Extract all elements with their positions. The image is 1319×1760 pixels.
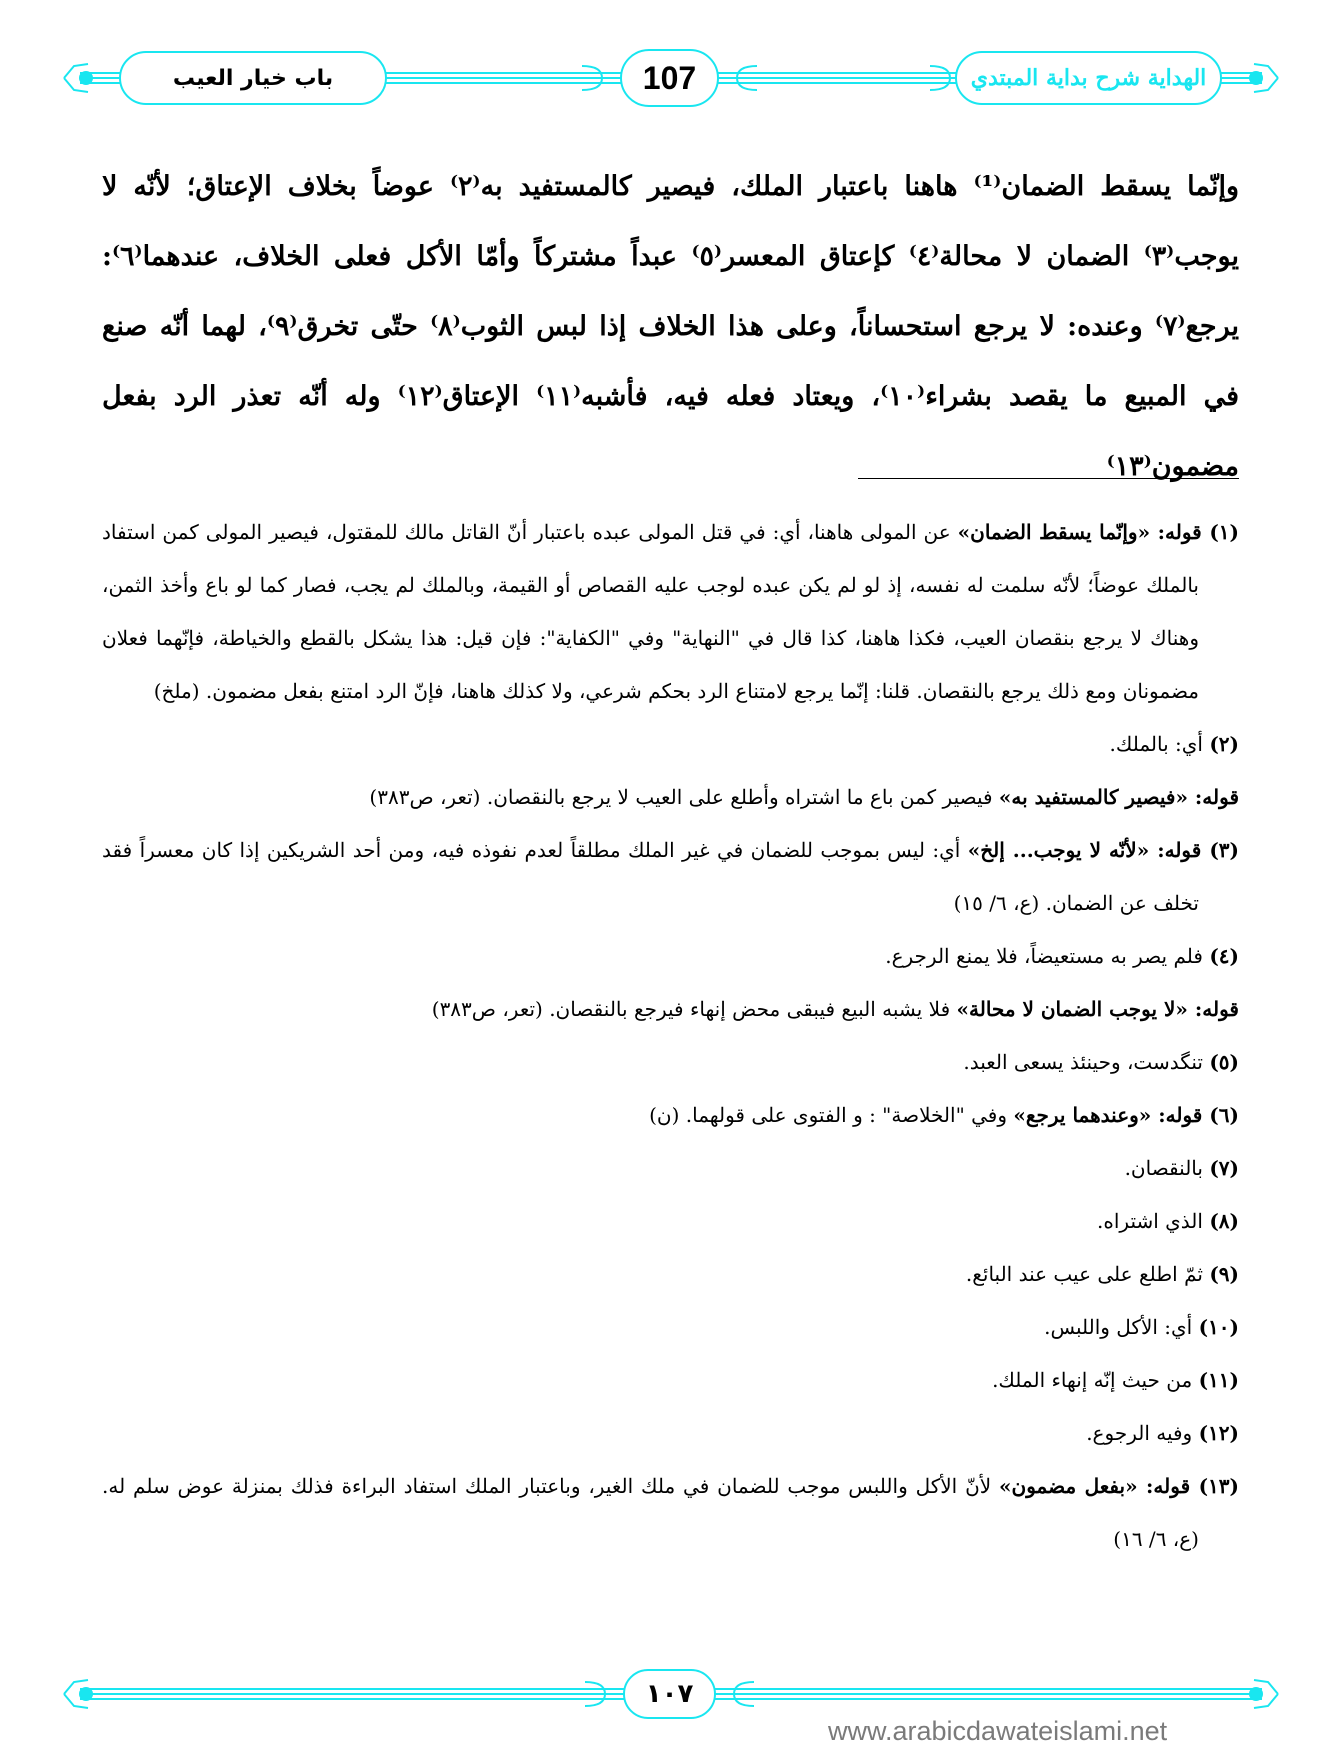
footnote [102,1036,1239,1089]
footnote-text: عن المولى هاهنا، أي: في قتل المولى عبده باعتبار أنّ القاتل مالك للمقتول، فيصير المولى كمن استفاد بالملك عوضاً؛ لأنّه سلمت له نفسه، إذ لو لم يكن عبده لوجب عليه القصاص أو القيمة، وبالملك لم يجب، فصار كما لو باع وأخذ الثمن، وهناك لا يرجع بنقصان العيب، فكذا هاهنا، كذا قال في "النهاية" وفي "الكفاية": فإن قيل: هذا يشكل بالقطع والخياطة، فإنّهما فعلان مضمونان ومع ذلك يرجع بالنقصان. قلنا: إنّما يرجع لامتناع الرد بحكم شرعي، ولا كذلك هاهنا، فإنّ الرد امتنع بفعل مضمون. (ملخ) [102,520,1199,703]
footnote-label: (١٢) [1198,1421,1239,1445]
footnote-label: (٥) [1209,1050,1239,1074]
footnote [102,1195,1239,1248]
chapter-title: باب خيار العيب [119,51,387,105]
footnote-text: وفيه الرجوع. [1086,1421,1199,1445]
footnote [102,1301,1239,1354]
footnote-label: (١١) [1198,1368,1239,1392]
footnote-text: وفي "الخلاصة" : و الفتوى على قولهما. (ن) [649,1103,1014,1127]
footnote-label: (٦) قوله: «وعندهما يرجع» [1013,1103,1239,1127]
main-paragraph: وإنّما يسقط الضمان⁽¹⁾ هاهنا باعتبار الملك، فيصير كالمستفيد به⁽٢⁾ عوضاً بخلاف الإعتاق؛ لأنّه لا يوجب⁽٣⁾ الضمان لا محالة⁽٤⁾ كإعتاق المعسر⁽٥⁾ عبداً مشتركاً وأمّا الأكل فعلى الخلاف، عندهما⁽٦⁾: يرجع⁽٧⁾ وعنده: لا يرجع استحساناً، وعلى هذا الخلاف إذا لبس الثوب⁽٨⁾ حتّى تخرق⁽٩⁾، لهما أنّه صنع في المبيع ما يقصد بشراء⁽١٠⁾، ويعتاد فعله فيه، فأشبه⁽١١⁾ الإعتاق⁽١٢⁾ وله أنّه تعذر الرد بفعل مضمون⁽١٣⁾ [102,171,1239,482]
footnotes [102,506,1239,1566]
footnote-text: بالنقصان. [1124,1156,1210,1180]
footnote-text: أي: الأكل واللبس. [1044,1315,1199,1339]
footnote [102,771,1239,824]
footnote [102,1354,1239,1407]
page-number-header: 107 [620,49,719,107]
footnote-label: قوله: «لا يوجب الضمان لا محالة» [956,997,1239,1021]
footnote-label: (١) قوله: «وإنّما يسقط الضمان» [957,520,1239,544]
footnote-label: (١٠) [1198,1315,1239,1339]
footnote-label: (١٣) قوله: «بفعل مضمون» [999,1474,1239,1498]
footnote-label: (٧) [1209,1156,1239,1180]
footnote-text: أي: بالملك. [1109,732,1210,756]
footnote [102,983,1239,1036]
footnote-divider [858,478,1239,479]
footnote-text: تنگدست، وحينئذ يسعى العبد. [963,1050,1210,1074]
footnote-label: قوله: «فيصير كالمستفيد به» [998,785,1239,809]
footnote [102,1142,1239,1195]
footnote [102,718,1239,771]
footnote [102,930,1239,983]
book-title-logo: الهداية شرح بداية المبتدي [955,51,1222,105]
footnote-label: (٣) قوله: «لأنّه لا يوجب... إلخ» [967,838,1239,862]
footnote [102,1089,1239,1142]
footnote-text: الذي اشتراه. [1097,1209,1210,1233]
footnote-text: فيصير كمن باع ما اشتراه وأطلع على العيب لا يرجع بالنقصان. (تعر، ص٣٨٣) [369,785,999,809]
footnote [102,506,1239,718]
footnote-text: لأنّ الأكل واللبس موجب للضمان في ملك الغير، وباعتبار الملك استفاد البراءة فذلك بمنزلة عوض سلم له. (ع، ٦/ ١٦) [102,1474,1199,1551]
main-text [102,152,1239,502]
footnote [102,1407,1239,1460]
footnote-text: ثمّ اطلع على عيب عند البائع. [965,1262,1210,1286]
footnote [102,1248,1239,1301]
footnote [102,824,1239,930]
footnote-label: (٨) [1209,1209,1239,1233]
footnote-label: (٩) [1209,1262,1239,1286]
website-url: www.arabicdawateislami.net [828,1716,1168,1746]
footnote-text: من حيث إنّه إنهاء الملك. [992,1368,1199,1392]
footnote-label: (٤) [1209,944,1239,968]
footnote-text: فلم يصر به مستعيضاً، فلا يمنع الرجرع. [885,944,1210,968]
footnote-text: أي: ليس بموجب للضمان في غير الملك مطلقاً لعدم نفوذه فيه، ومن أحد الشريكين إذا كان معسراً فقد تخلف عن الضمان. (ع، ٦/ ١٥) [102,838,1199,915]
footnote-text: فلا يشبه البيع فيبقى محض إنهاء فيرجع بالنقصان. (تعر، ص٣٨٣) [431,997,957,1021]
page-number-footer: ١٠٧ [623,1669,716,1719]
footnote-label: (٢) [1209,732,1239,756]
footnote [102,1460,1239,1566]
